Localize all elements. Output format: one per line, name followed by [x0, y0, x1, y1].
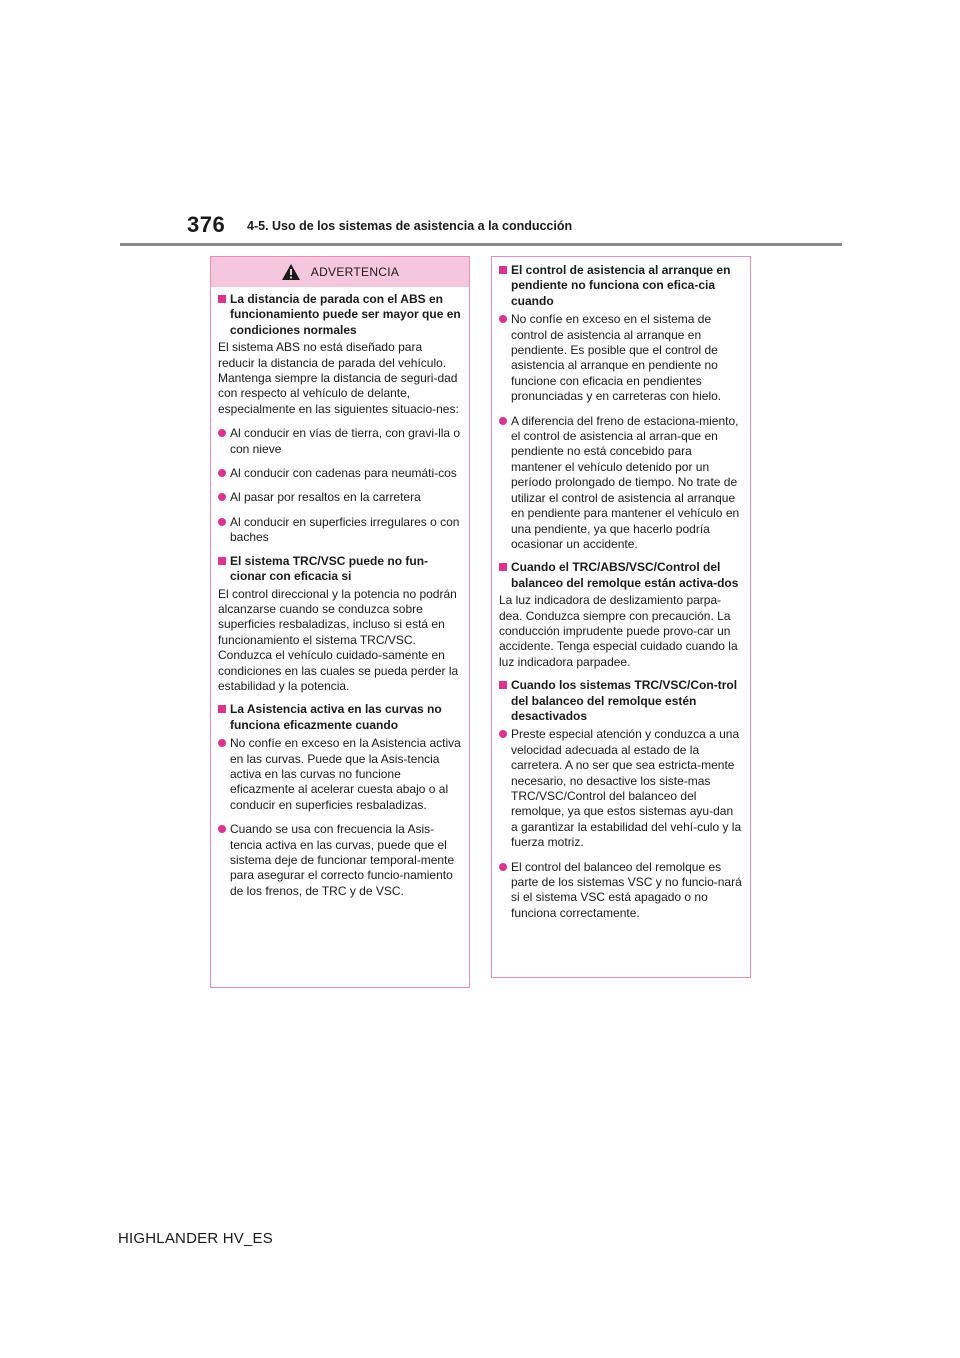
subheading: La distancia de parada con el ABS en funcionamiento puede ser mayor que en condiciones normales: [218, 292, 462, 338]
square-bullet-icon: [218, 705, 226, 713]
square-bullet-icon: [499, 266, 507, 274]
circle-bullet-icon: [218, 469, 226, 477]
footer-model: HIGHLANDER HV_ES: [118, 1230, 273, 1247]
circle-bullet-icon: [218, 825, 226, 833]
page-number: 376: [187, 212, 226, 237]
warning-title: ADVERTENCIA: [310, 265, 400, 279]
warning-triangle-icon: [281, 263, 301, 281]
section-title: 4-5. Uso de los sistemas de asistencia a la conducción: [247, 219, 573, 233]
subheading: Cuando el TRC/ABS/VSC/Control del balanceo del remolque están activa-dos: [499, 560, 743, 591]
circle-bullet-icon: [218, 518, 226, 526]
paragraph: El control direccional y la potencia no podrán alcanzarse cuando se conduzca sobre superficies resbaladizas, incluso si está en funcionamiento el sistema TRC/VSC. Conduzca el vehículo cuidado-samente en condiciones en las cuales se pueda perder la estabilidad y la potencia.: [218, 586, 459, 693]
warning-box-right: [491, 256, 751, 978]
list-item: Preste especial atención y conduzca a una velocidad adecuada al estado de la carretera. A no ser que sea estricta-mente necesario, no desactive los siste-mas TRC/VSC/Control del balanceo del remolque, ya que estos sistemas ayu-dan a garantizar la estabilidad del vehí-culo y la fuerza motriz.: [499, 727, 743, 850]
warning-header: [211, 257, 469, 287]
circle-bullet-icon: [499, 417, 507, 425]
subheading: El sistema TRC/VSC puede no fun-cionar con eficacia si: [218, 554, 462, 585]
list-item: A diferencia del freno de estaciona-miento, el control de asistencia al arran-que en pendiente no está concebido para mantener el vehículo detenido por un período prolongado de tiempo. No trate de utilizar el control de asistencia al arranque en pendiente para mantener el vehículo en una pendiente, ya que hacerlo podría ocasionar un accidente.: [499, 414, 743, 553]
circle-bullet-icon: [218, 429, 226, 437]
circle-bullet-icon: [499, 863, 507, 871]
list-item: No confíe en exceso en la Asistencia activa en las curvas. Puede que la Asis-tencia activa en las curvas no funcione eficazmente al acelerar cuesta abajo o al conducir en superficies resbaladizas.: [218, 736, 462, 813]
square-bullet-icon: [499, 563, 507, 571]
list-item: Al pasar por resaltos en la carretera: [218, 490, 462, 505]
list-item: Cuando se usa con frecuencia la Asis-tencia activa en las curvas, puede que el sistema deje de funcionar temporal-mente para asegurar el correcto funcio-namiento de los frenos, de TRC y de VSC.: [218, 822, 462, 899]
list-item: Al conducir en vías de tierra, con gravi-lla o con nieve: [218, 426, 462, 457]
warning-box-left: [210, 256, 470, 988]
square-bullet-icon: [218, 295, 226, 303]
paragraph: El sistema ABS no está diseñado para reducir la distancia de parada del vehículo. Mantenga siempre la distancia de seguri-dad con respecto al vehículo de delante, especialmente en las siguientes situacio-nes:: [218, 340, 459, 416]
header-divider: [120, 243, 842, 246]
list-item: Al conducir en superficies irregulares o con baches: [218, 515, 462, 546]
subheading: El control de asistencia al arranque en pendiente no funciona con efica-cia cuando: [499, 263, 743, 309]
subheading: Cuando los sistemas TRC/VSC/Con-trol del balanceo del remolque estén desactivados: [499, 678, 743, 724]
circle-bullet-icon: [499, 730, 507, 738]
list-item: No confíe en exceso en el sistema de control de asistencia al arranque en pendiente. Es posible que el control de asistencia al arranque en pendiente no funcione con eficacia en pendientes pronunciadas y en carreteras con hielo.: [499, 312, 743, 404]
circle-bullet-icon: [218, 493, 226, 501]
circle-bullet-icon: [499, 315, 507, 323]
paragraph: La luz indicadora de deslizamiento parpa-dea. Conduzca siempre con precaución. La conducción imprudente puede provo-car un accidente. Tenga especial cuidado cuando la luz indicadora parpadee.: [499, 593, 738, 669]
list-item: El control del balanceo del remolque es parte de los sistemas VSC y no funcio-nará si el sistema VSC está apagado o no funciona correctamente.: [499, 860, 743, 922]
square-bullet-icon: [499, 681, 507, 689]
subheading: La Asistencia activa en las curvas no funciona eficazmente cuando: [218, 702, 462, 733]
list-item: Al conducir con cadenas para neumáti-cos: [218, 466, 462, 481]
circle-bullet-icon: [218, 739, 226, 747]
square-bullet-icon: [218, 557, 226, 565]
